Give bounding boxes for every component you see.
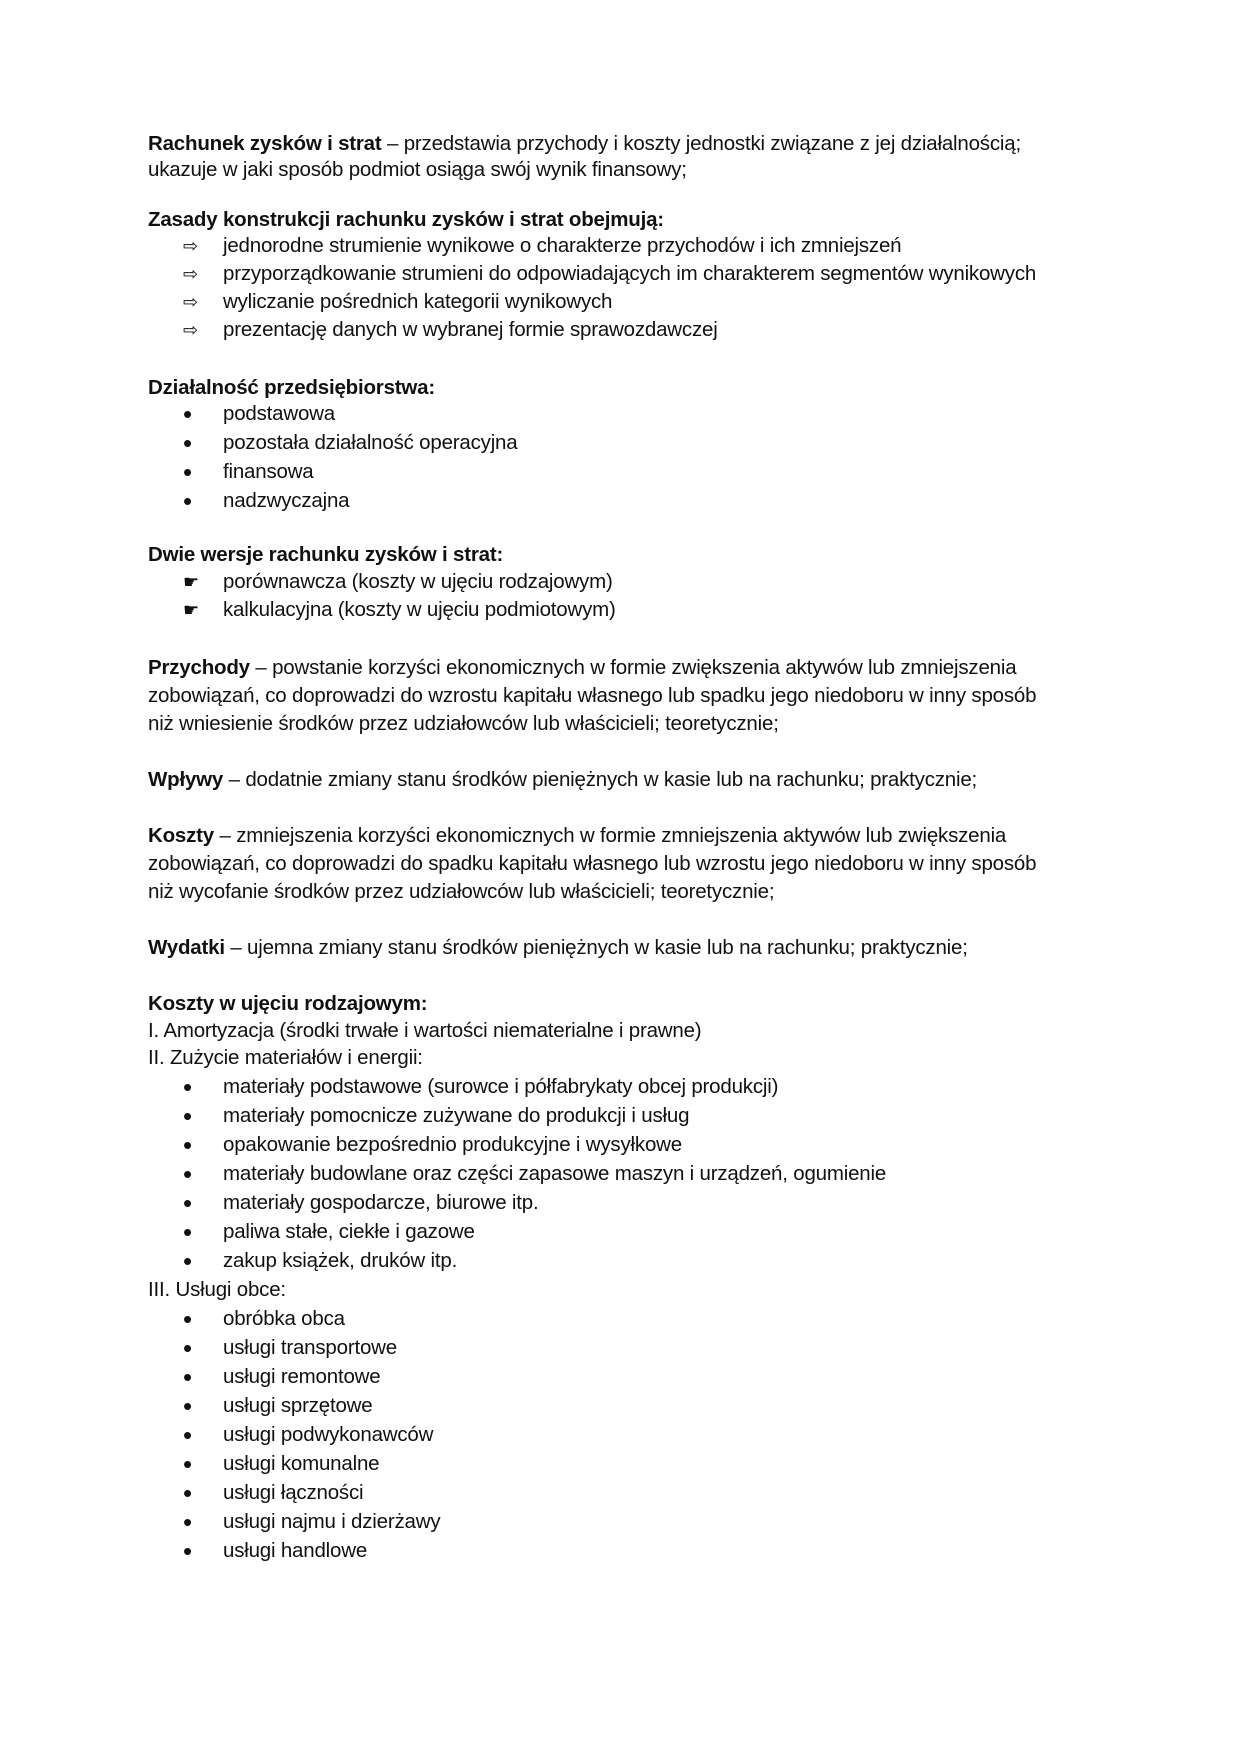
koszty-definition-line-2: zobowiązań, co doprowadzi do spadku kapitału własnego lub wzrostu jego niedoboru w inny sposób — [148, 852, 1037, 875]
bullet-icon: • — [183, 1333, 192, 1363]
przychody-term: Przychody — [148, 656, 250, 679]
bullet-icon: • — [183, 1159, 192, 1189]
bullet-icon: • — [183, 428, 192, 458]
bullet-icon: • — [183, 1130, 192, 1160]
arrow-bullet-icon: ⇨ — [183, 320, 198, 340]
wplywy-dash: – — [223, 768, 246, 791]
koszty-definition-line-1 — [148, 822, 1006, 850]
zasady-item: przyporządkowanie strumieni do odpowiadających im charakterem segmentów wynikowych — [223, 262, 1037, 285]
wydatki-definition — [148, 934, 968, 962]
materialy-item: materiały gospodarcze, biurowe itp. — [223, 1191, 539, 1214]
dzialalnosc-item: nadzwyczajna — [223, 489, 350, 512]
bullet-icon: • — [183, 1217, 192, 1247]
wplywy-definition — [148, 766, 977, 794]
wersje-item: kalkulacyjna (koszty w ujęciu podmiotowym) — [223, 598, 616, 621]
rodzajowe-heading: Koszty w ujęciu rodzajowym: — [148, 992, 428, 1015]
materialy-item: materiały pomocnicze zużywane do produkcji i usług — [223, 1104, 690, 1127]
materialy-item: materiały budowlane oraz części zapasowe maszyn i urządzeń, ogumienie — [223, 1162, 887, 1185]
materialy-item: materiały podstawowe (surowce i półfabrykaty obcej produkcji) — [223, 1075, 779, 1098]
koszty-text-1: zmniejszenia korzyści ekonomicznych w formie zmniejszenia aktywów lub zwiększenia — [236, 824, 1007, 847]
dzialalnosc-item: podstawowa — [223, 402, 335, 425]
wersje-item: porównawcza (koszty w ujęciu rodzajowym) — [223, 570, 613, 593]
przychody-definition-line-1 — [148, 654, 1016, 682]
wersje-heading: Dwie wersje rachunku zysków i strat: — [148, 543, 504, 566]
przychody-text-1: powstanie korzyści ekonomicznych w formie zwiększenia aktywów lub zmniejszenia — [272, 656, 1017, 679]
bullet-icon: • — [183, 1188, 192, 1218]
uslugi-item: usługi podwykonawców — [223, 1423, 434, 1446]
zasady-item: jednorodne strumienie wynikowe o charakterze przychodów i ich zmniejszeń — [223, 234, 902, 257]
bullet-icon: • — [183, 457, 192, 487]
bullet-icon: • — [183, 1101, 192, 1131]
rachunek-term: Rachunek zysków i strat — [148, 132, 382, 155]
bullet-icon: • — [183, 1420, 192, 1450]
pointing-hand-icon: ☛ — [183, 572, 199, 592]
materialy-item: paliwa stałe, ciekłe i gazowe — [223, 1220, 475, 1243]
wydatki-text: ujemna zmiany stanu środków pieniężnych w kasie lub na rachunku; praktycznie; — [247, 936, 968, 959]
bullet-icon: • — [183, 1449, 192, 1479]
rodzajowe-section-3: III. Usługi obce: — [148, 1278, 286, 1301]
arrow-bullet-icon: ⇨ — [183, 236, 198, 256]
uslugi-item: obróbka obca — [223, 1307, 345, 1330]
wplywy-term: Wpływy — [148, 768, 224, 791]
bullet-icon: • — [183, 1246, 192, 1276]
uslugi-item: usługi najmu i dzierżawy — [223, 1510, 441, 1533]
bullet-icon: • — [183, 1507, 192, 1537]
rodzajowe-section-2: II. Zużycie materiałów i energii: — [148, 1046, 423, 1069]
uslugi-item: usługi remontowe — [223, 1365, 381, 1388]
materialy-item: opakowanie bezpośrednio produkcyjne i wysyłkowe — [223, 1133, 682, 1156]
przychody-definition-line-2: zobowiązań, co doprowadzi do wzrostu kapitału własnego lub spadku jego niedoboru w inny sposób — [148, 684, 1037, 707]
uslugi-item: usługi komunalne — [223, 1452, 380, 1475]
koszty-dash: – — [214, 824, 237, 847]
uslugi-item: usługi handlowe — [223, 1539, 368, 1562]
rachunek-dash: – — [381, 132, 404, 155]
materialy-item: zakup książek, druków itp. — [223, 1249, 458, 1272]
koszty-definition-line-3: niż wycofanie środków przez udziałowców lub właścicieli; teoretycznie; — [148, 880, 775, 903]
bullet-icon: • — [183, 1304, 192, 1334]
rachunek-definition-line-1 — [148, 130, 1021, 158]
dzialalnosc-item: finansowa — [223, 460, 314, 483]
rachunek-definition-line-2: ukazuje w jaki sposób podmiot osiąga swój wynik finansowy; — [148, 158, 687, 181]
arrow-bullet-icon: ⇨ — [183, 292, 198, 312]
dzialalnosc-heading: Działalność przedsiębiorstwa: — [148, 376, 435, 399]
przychody-definition-line-3: niż wniesienie środków przez udziałowców lub właścicieli; teoretycznie; — [148, 712, 779, 735]
dzialalnosc-item: pozostała działalność operacyjna — [223, 431, 518, 454]
arrow-bullet-icon: ⇨ — [183, 264, 198, 284]
uslugi-item: usługi sprzętowe — [223, 1394, 373, 1417]
pointing-hand-icon: ☛ — [183, 600, 199, 620]
zasady-heading: Zasady konstrukcji rachunku zysków i strat obejmują: — [148, 208, 664, 231]
bullet-icon: • — [183, 1362, 192, 1392]
wplywy-text: dodatnie zmiany stanu środków pieniężnych w kasie lub na rachunku; praktycznie; — [245, 768, 978, 791]
zasady-item: prezentację danych w wybranej formie sprawozdawczej — [223, 318, 718, 341]
wydatki-term: Wydatki — [148, 936, 225, 959]
wydatki-dash: – — [224, 936, 248, 959]
bullet-icon: • — [183, 399, 192, 429]
zasady-item: wyliczanie pośrednich kategorii wynikowych — [223, 290, 613, 313]
bullet-icon: • — [183, 1478, 192, 1508]
przychody-dash: – — [249, 656, 273, 679]
bullet-icon: • — [183, 1072, 192, 1102]
bullet-icon: • — [183, 1391, 192, 1421]
uslugi-item: usługi transportowe — [223, 1336, 397, 1359]
uslugi-item: usługi łączności — [223, 1481, 364, 1504]
koszty-term: Koszty — [148, 824, 215, 847]
rodzajowe-section-1: I. Amortyzacja (środki trwałe i wartości niematerialne i prawne) — [148, 1019, 702, 1042]
rachunek-text-1: przedstawia przychody i koszty jednostki związane z jej działalnością; — [403, 132, 1021, 155]
bullet-icon: • — [183, 486, 192, 516]
bullet-icon: • — [183, 1536, 192, 1566]
